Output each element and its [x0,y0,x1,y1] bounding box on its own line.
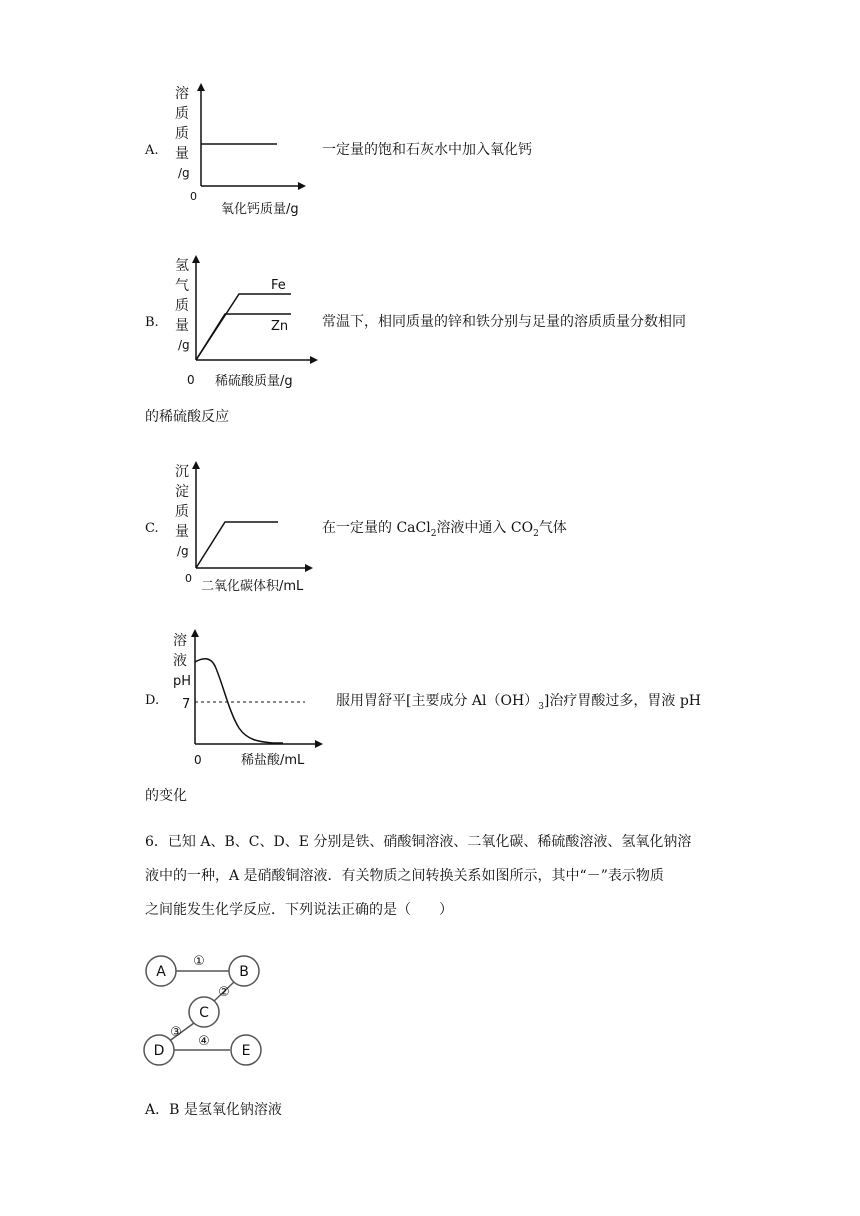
graph-d-tick-7: 7 [182,697,191,712]
graph-c-ylabel-3: 质 [175,504,189,520]
edge-label-2: ② [218,985,230,1000]
option-c-text [322,519,567,543]
graph-d-ylabel-1: 溶 [173,633,187,649]
question6-answer-a: A．B 是氢氧化钠溶液 [145,1102,282,1118]
graph-a-origin: 0 [190,190,197,203]
graph-a-ylabel-1: 溶 [175,86,189,102]
option-c-sub1: 2 [430,528,437,539]
graph-c-ylabel-1: 沉 [175,464,189,480]
graph-b-ylabel-2: 气 [175,278,189,294]
option-c-label: C. [145,521,159,536]
graph-a-ylabel-4: 量 [175,146,189,162]
graph-c-ylabel-2: 淀 [175,484,189,500]
question6-line2: 液中的一种，A 是硝酸铜溶液．有关物质之间转换关系如图所示，其中“－”表示物质 [145,868,664,884]
graph-a-ylabel-2: 质 [175,106,189,122]
relationship-diagram [140,945,280,1075]
option-d-text [336,692,701,716]
option-b-label: B. [145,315,159,330]
node-d-label: D [153,1043,165,1059]
option-b-text-cont: 的稀硫酸反应 [145,409,229,425]
option-c-text-post: 气体 [538,520,567,536]
graph-c [165,458,335,598]
edge-label-1: ① [193,954,205,969]
option-b-text: 常温下，相同质量的锌和铁分别与足量的溶质质量分数相同 [322,314,686,330]
graph-b-yunit: /g [178,338,190,352]
node-c-label: C [199,1005,209,1021]
question6-line1: 6．已知 A、B、C、D、E 分别是铁、硝酸铜溶液、二氧化碳、稀硫酸溶液、氢氧化钠溶 [145,834,692,850]
graph-d-origin: 0 [194,753,202,767]
node-b-label: B [239,964,249,980]
graph-a [165,80,325,220]
graph-b-ylabel-3: 质 [175,298,189,314]
graph-b-ylabel-1: 氢 [175,258,189,274]
edge-label-3: ③ [170,1025,182,1040]
graph-b-xlabel: 稀硫酸质量/g [215,374,293,389]
graph-b-series-zn: Zn [271,319,289,334]
option-c-text-pre: 在一定量的 CaCl [322,520,431,536]
graph-a-ylabel-3: 质 [175,126,189,142]
edge-label-4: ④ [198,1034,210,1049]
graph-d-curve [195,659,283,743]
graph-a-xlabel: 氧化钙质量/g [221,202,299,217]
graph-c-line [196,522,278,568]
graph-c-ylabel-4: 量 [175,524,189,540]
graph-c-yunit: /g [177,544,189,558]
node-a-label: A [156,964,166,980]
graph-b-series-fe: Fe [271,278,286,293]
graph-b-ylabel-4: 量 [175,318,189,334]
graph-b-origin: 0 [187,373,195,387]
graph-d-xlabel: 稀盐酸/mL [241,753,305,768]
graph-d [165,628,335,773]
option-d-text-post: ]治疗胃酸过多，胃液 pH [543,693,702,709]
option-d-text-cont: 的变化 [145,788,187,804]
question6-line3: 之间能发生化学反应．下列说法正确的是（ ） [145,902,453,918]
option-d-text-pre: 服用胃舒平[主要成分 Al（OH） [336,693,539,709]
node-e-label: E [241,1043,251,1059]
graph-d-ylabel-2: 液 [173,653,187,669]
option-c-sub2: 2 [533,528,539,539]
option-d-sub: 3 [538,701,544,712]
graph-c-origin: 0 [185,572,192,585]
option-d-label: D. [145,693,160,708]
option-a-label: A. [145,143,159,158]
graph-b [165,252,325,392]
option-c-text-mid: 溶液中通入 CO [436,520,534,536]
graph-a-yunit: /g [178,166,190,180]
graph-c-xlabel: 二氧化碳体积/mL [201,579,304,594]
graph-d-yunit: pH [173,674,192,689]
option-a-text: 一定量的饱和石灰水中加入氧化钙 [322,142,532,158]
